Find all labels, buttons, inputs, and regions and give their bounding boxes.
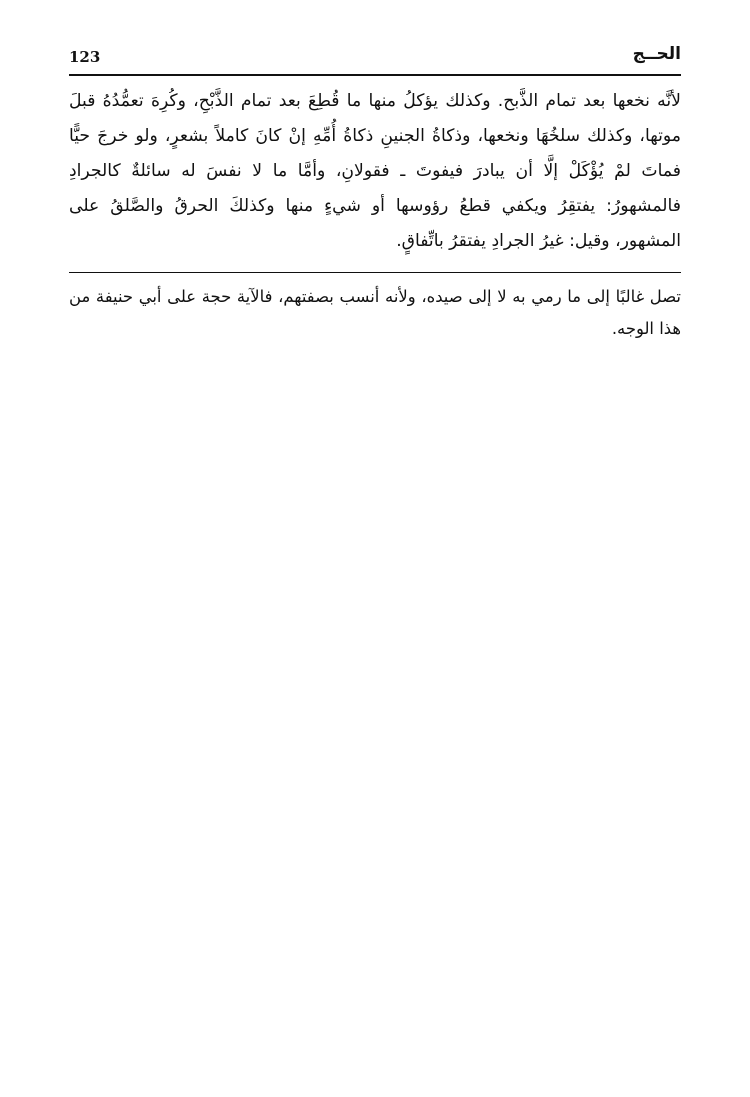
main-text-block <box>69 84 681 259</box>
footnote-paragraph: تصل غالبًا إلى ما رمي به لا إلى صيده، ولأنه أنسب بصفتهم، فالآية حجة على أبي حنيفة من هذا الوجه. <box>69 287 681 338</box>
header-rule <box>69 74 681 76</box>
footnote-separator <box>69 272 681 273</box>
footnote-block <box>69 281 681 345</box>
main-paragraph: لأنَّه نخعها بعد تمام الذَّبح. وكذلك يؤكلُ منها ما قُطِعَ بعد تمام الذَّبْحِ، وكُرِهَ تعمُّدُهُ قبلَ موتها، وكذلك سلخُهَا ونخعها، وذكاةُ الجنينِ ذكاةُ أُمِّهِ إنْ كانَ كاملاً بشعرٍ، ولو خرجَ حيًّا فماتَ لمْ يُؤْكَلْ إلَّا أن يبادرَ فيفوتَ ـ فقولانِ، وأمَّا ما لا نفسَ له سائلةٌ كالجرادِ فالمشهورُ: يفتقِرُ ويكفي قطعُ رؤوسها أو شيءٍ منها وكذلكَ الحرقُ والصَّلقُ على المشهور، وقيل: غيرُ الجرادِ يفتقرُ باتِّفاقٍ. <box>69 91 681 251</box>
running-title: الحــج <box>632 44 681 64</box>
page-header <box>69 44 681 72</box>
page-number: 123 <box>69 48 101 66</box>
